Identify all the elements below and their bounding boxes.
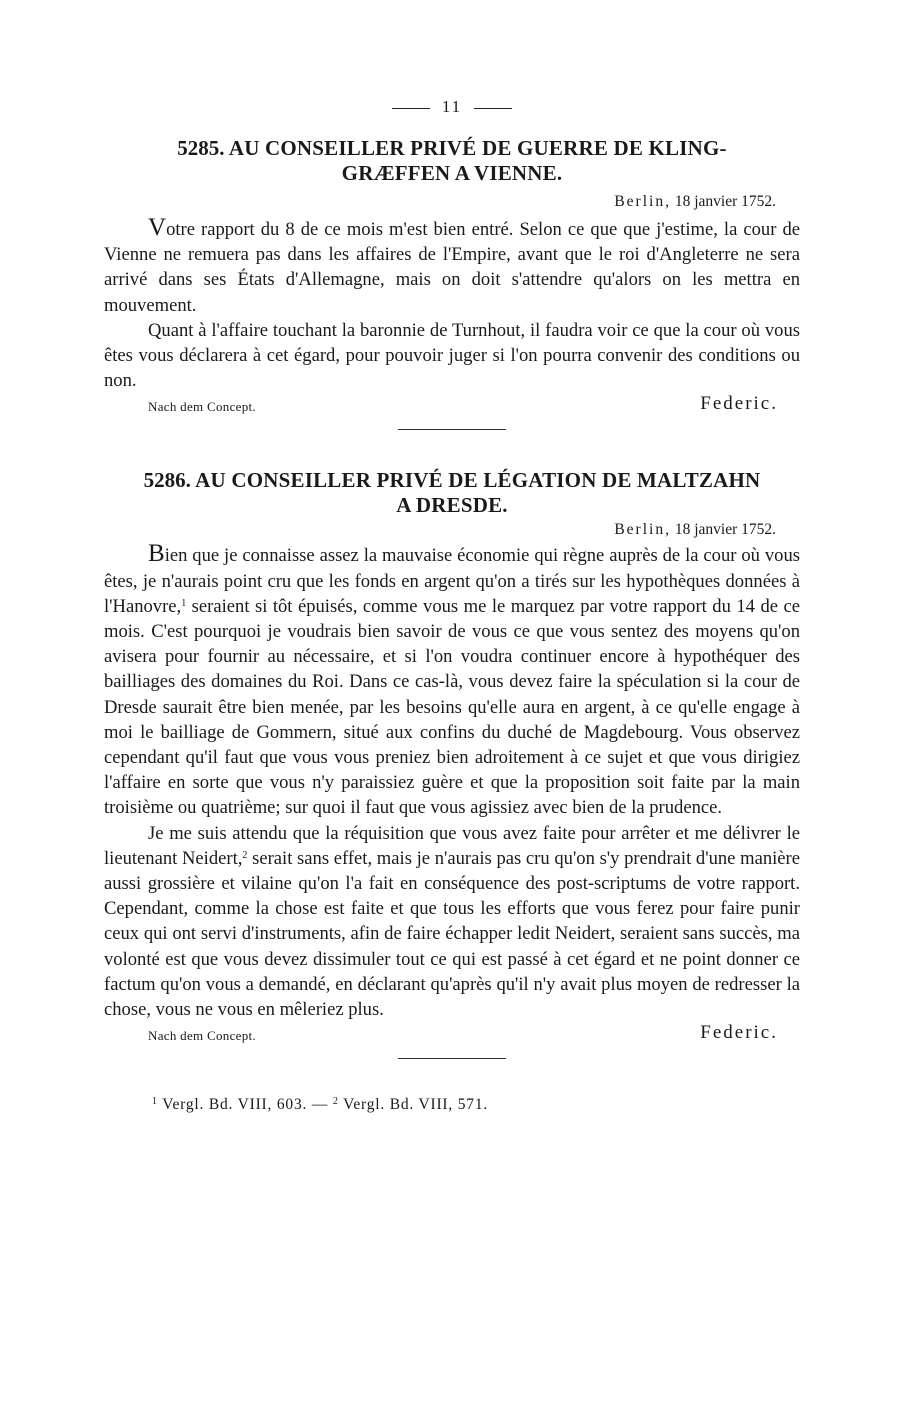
- paragraph-text: seraient si tôt épuisés, comme vous me le marquez par votre rapport du 14 de ce mois. C'est pourquoi je voudrais bien savoir de vous ce que vous sentez des moyens qu'on avisera pour fournir au nécessaire, et si l'on voudra continuer encore à hypothéquer des bailliages des domaines du Roi. Dans ce cas-là, vous devez faire la spéculation si la cour de Dresde saurait être bien menée, par les besoins qu'elle aura en argent, à ce qu'elle engage à moi le bailliage de Gommern, situé aux confins du duché de Magdebourg. Vous observez cependant qu'il faut que vous vous preniez bien adroitement à ce sujet et que vous dirigiez l'affaire en sorte que vous n'y paraissiez guère et que la proposition soit faite par la main troisième ou quatrième; sur quoi il faut que vous agissiez avec bien de la prudence.: [104, 595, 800, 819]
- initial-letter: V: [148, 214, 167, 241]
- signature: Federic.: [700, 1022, 778, 1044]
- letter-5285: [104, 136, 800, 430]
- paragraph: [104, 821, 800, 1023]
- page-number: [104, 92, 800, 122]
- paragraph: [104, 541, 800, 820]
- heading-line-2: A DRESDE.: [396, 493, 508, 518]
- paragraph: [104, 215, 800, 318]
- initial-letter: B: [148, 540, 165, 568]
- footnote-text: Vergl. Bd. VIII, 571.: [343, 1096, 489, 1114]
- place: Berlin,: [614, 193, 671, 210]
- letter-5286: [104, 468, 800, 1059]
- footnote-separator: —: [311, 1096, 329, 1114]
- footnote-ref[interactable]: 2: [242, 849, 248, 861]
- book-page: [104, 92, 800, 1116]
- footnote-ref[interactable]: 1: [181, 597, 187, 609]
- place-date: [104, 519, 800, 541]
- place: Berlin,: [614, 521, 671, 539]
- paragraph-text: serait sans effet, mais je n'aurais pas cru qu'on s'y prendrait d'une manière aussi grossière et vilaine qu'on l'a fait en conséquence des post-scriptums de votre rapport. Cependant, comme la chose est faite et que tous les efforts que vous ferez pour faire punir ceux qui ont servi d'instruments, afin de faire échapper ledit Neidert, seraient sans succès, ma volonté est que vous devez dissimuler tout ce qui est passé à cet égard et ne point donner ce factum qu'on vous a demandé, en déclarant qu'après qu'il n'y avait plus moyen de redresser la chose, vous ne vous en mêleriez plus.: [104, 847, 800, 1021]
- paragraph: Quant à l'affaire touchant la baronnie de Turnhout, il faudra voir ce que la cour où vous êtes vous déclarera à cet égard, pour pouvoir juger si l'on pourra convenir des conditions ou non.: [104, 319, 800, 392]
- footnote-mark: 1: [152, 1096, 158, 1108]
- heading-line-1: AU CONSEILLER PRIVÉ DE GUERRE DE KLING-: [228, 136, 727, 160]
- date: 18 janvier 1752.: [674, 521, 776, 539]
- letter-closing: [104, 393, 800, 423]
- paragraph-text: ien que je connaisse assez la mauvaise économie qui règne auprès de la cour où vous êtes, je n'aurais point cru que les fonds en argent qu'on a tirés sur les hypothèques données à l'Hanovre,: [104, 545, 800, 617]
- paragraph-text: Je me suis attendu que la réquisition que vous avez faite pour arrêter et me délivrer le lieutenant Neidert,: [104, 822, 800, 869]
- letter-closing: [104, 1022, 800, 1052]
- source-note: Nach dem Concept.: [148, 1028, 256, 1044]
- heading-line-1: AU CONSEILLER PRIVÉ DE LÉGATION DE MALTZAHN: [195, 468, 761, 493]
- letter-heading: [104, 468, 800, 518]
- page-number-text: 11: [441, 97, 463, 116]
- footnotes: [104, 1091, 800, 1116]
- paragraph-text: otre rapport du 8 de ce mois m'est bien entré. Selon ce que que j'estime, la cour de Vienne ne remuera pas dans les affaires de l'Empire, avant que le roi d'Angleterre ne sera arrivé dans ses États d'Allemagne, mais on doit s'attendre qu'alors on les mettra en mouvement.: [104, 219, 800, 316]
- section-rule: [398, 1058, 506, 1059]
- footnote-mark: 2: [332, 1096, 339, 1108]
- letter-heading: [104, 136, 800, 186]
- folio-dash-right: [474, 108, 512, 109]
- heading-line-2: GRÆFFEN A VIENNE.: [341, 161, 563, 185]
- date: 18 janvier 1752.: [674, 193, 776, 210]
- section-rule: [398, 429, 506, 430]
- source-note: Nach dem Concept.: [148, 399, 256, 415]
- letter-number: 5285.: [177, 136, 225, 160]
- footnote-text: Vergl. Bd. VIII, 603.: [162, 1096, 308, 1114]
- signature: Federic.: [700, 393, 778, 415]
- folio-dash-left: [392, 108, 430, 109]
- place-date: [104, 191, 800, 213]
- letter-number: 5286.: [143, 468, 191, 493]
